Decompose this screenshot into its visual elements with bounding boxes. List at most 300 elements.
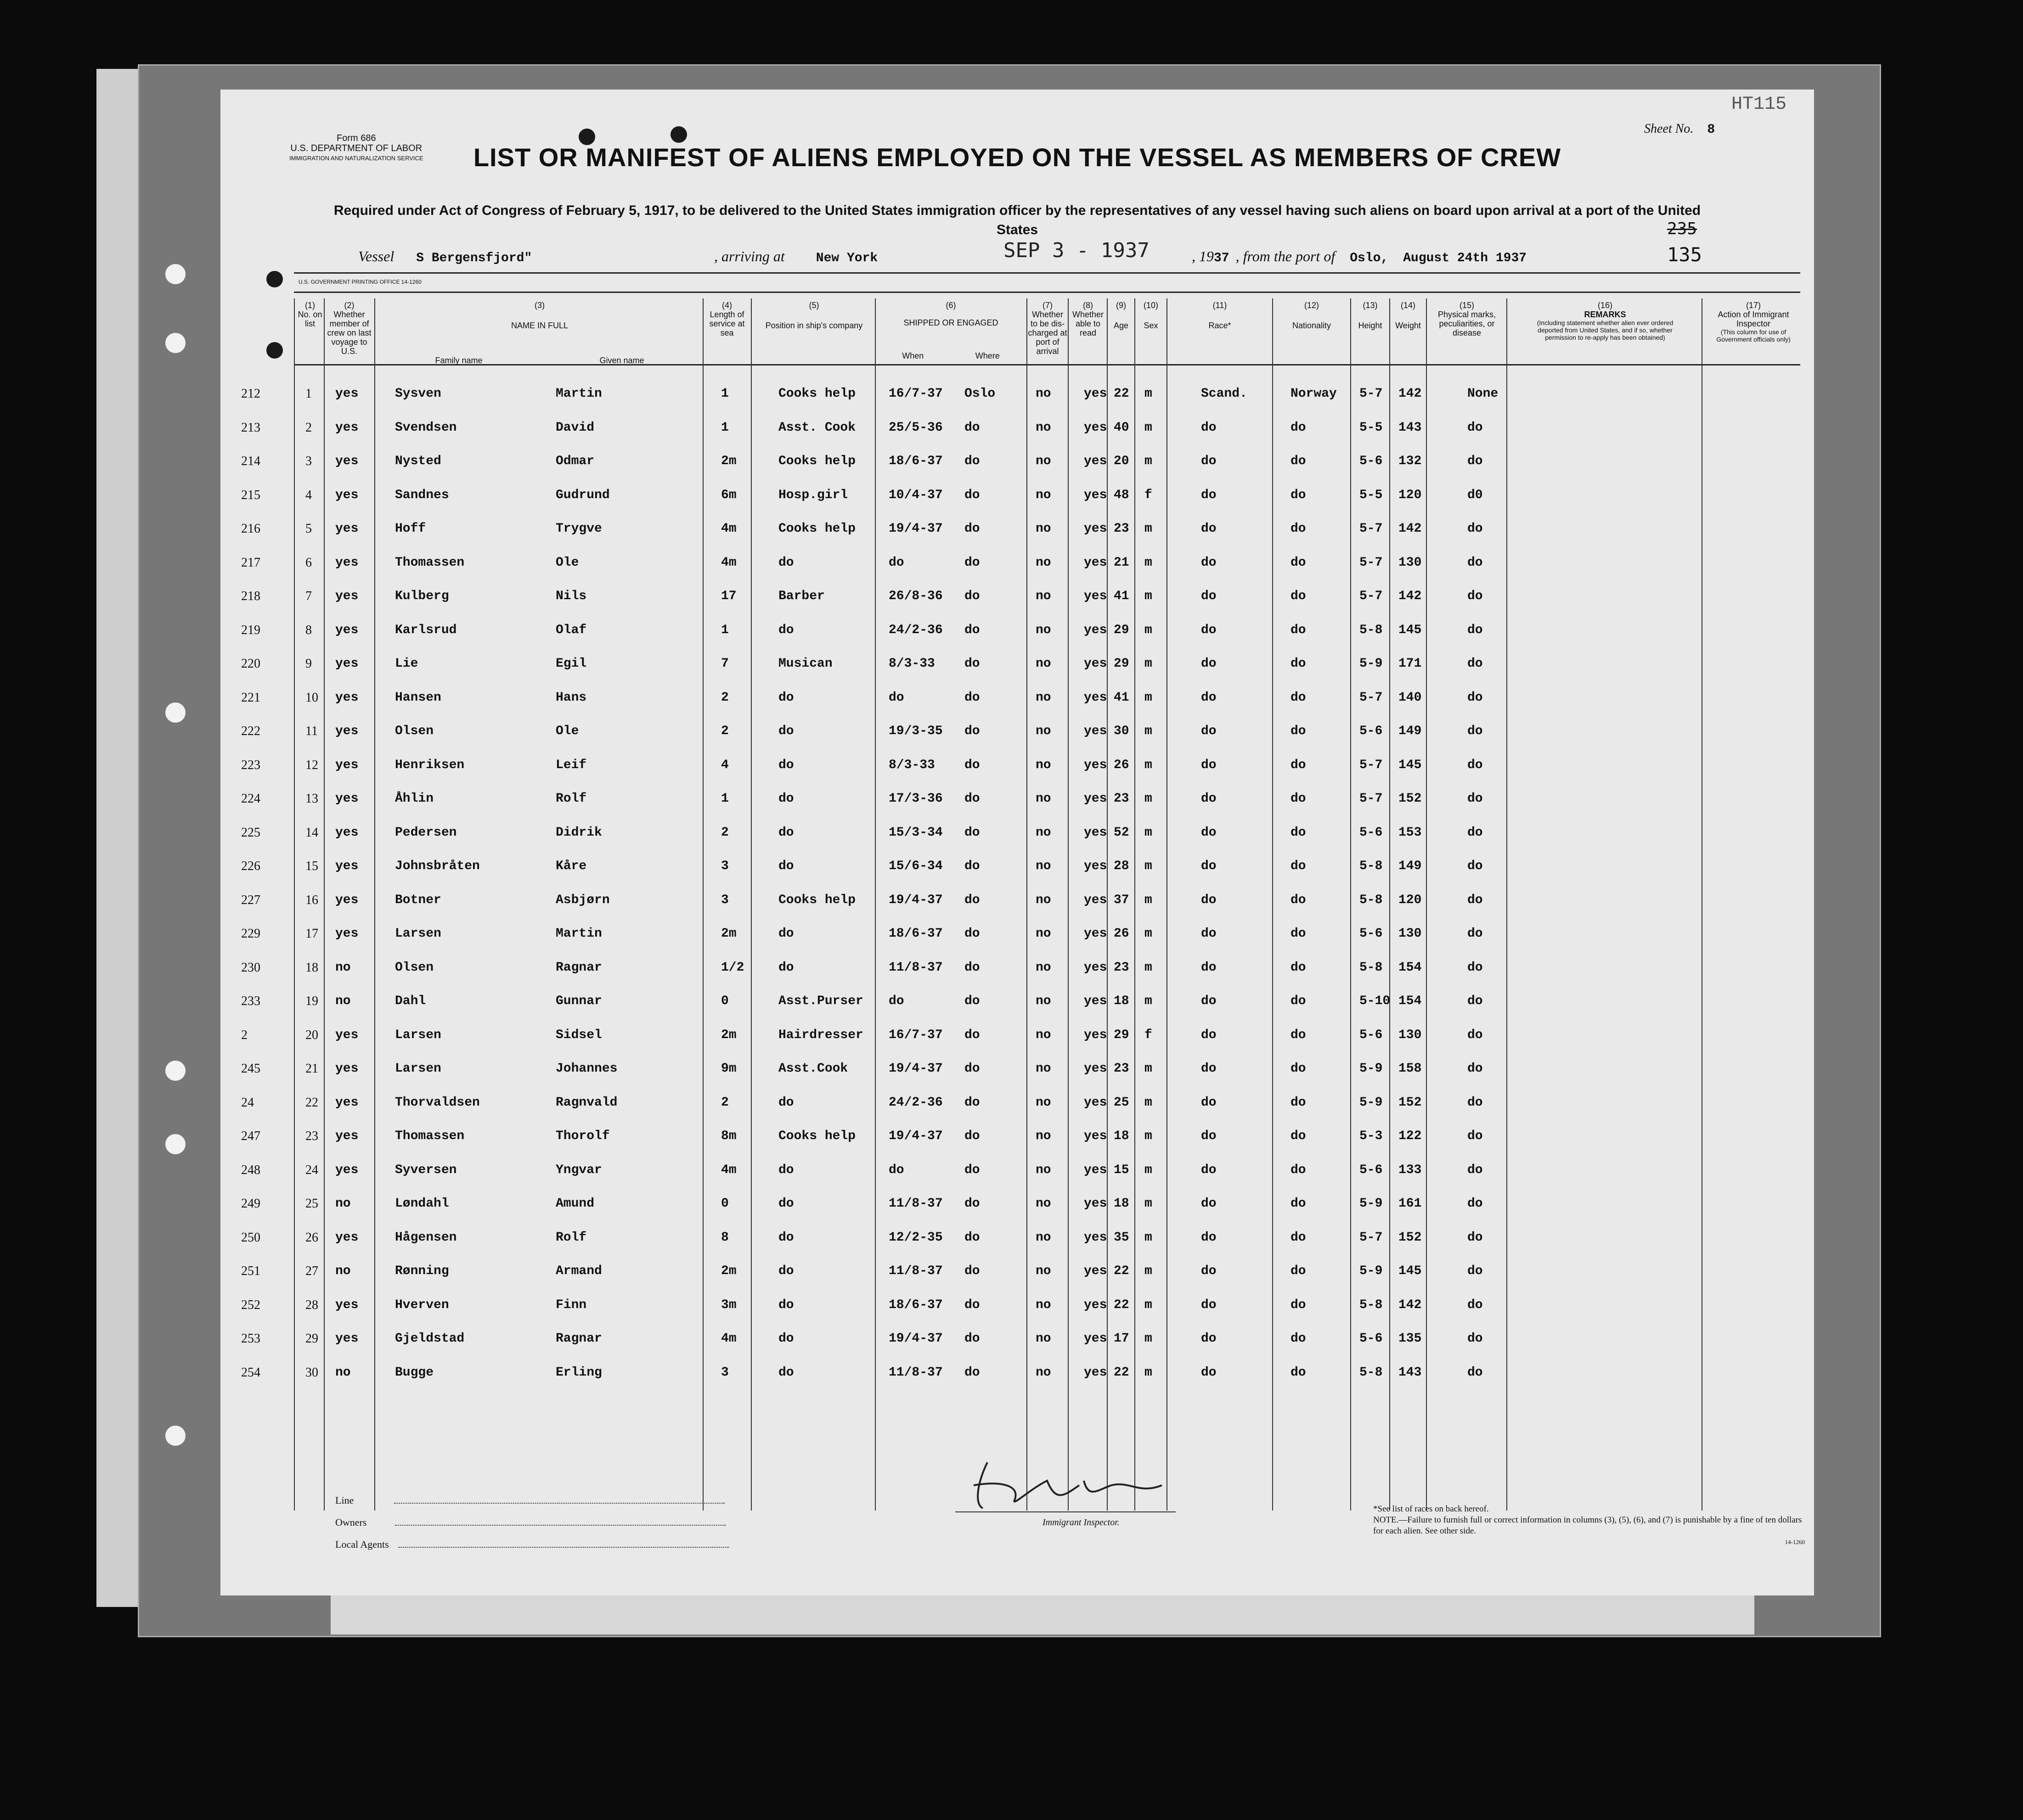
row-able-to-read: yes xyxy=(1084,657,1107,671)
agents-label: Local Agents xyxy=(335,1539,389,1550)
crossed-list-number: 235 xyxy=(1667,219,1697,238)
col-num: (14) xyxy=(1400,301,1415,310)
date-stamp: SEP 3 - 1937 xyxy=(1003,239,1150,262)
row-discharged: no xyxy=(1036,488,1051,502)
punch-hole xyxy=(266,271,283,287)
row-nationality: do xyxy=(1290,589,1306,603)
binder-hole xyxy=(165,702,186,723)
row-position: do xyxy=(778,623,794,637)
row-race: Scand. xyxy=(1201,387,1247,401)
year-value: 37 xyxy=(1214,251,1229,265)
row-discharged: no xyxy=(1036,960,1051,975)
row-discharged: no xyxy=(1036,758,1051,772)
row-sex: m xyxy=(1144,623,1152,637)
row-previous-voyage: yes xyxy=(335,1230,359,1245)
col-3-header xyxy=(377,301,703,365)
row-engaged-where: do xyxy=(964,623,980,637)
row-race: do xyxy=(1201,1028,1217,1042)
row-weight: 143 xyxy=(1398,1365,1422,1380)
agents-field xyxy=(335,1539,729,1550)
row-position: Asst. Cook xyxy=(778,420,856,435)
row-list-number: 2 xyxy=(305,420,312,435)
row-family-name: Svendsen xyxy=(395,420,457,435)
row-previous-voyage: yes xyxy=(335,387,359,401)
row-family-name: Kulberg xyxy=(395,589,449,603)
row-engaged-when: 16/7-37 xyxy=(889,387,943,401)
row-able-to-read: yes xyxy=(1084,1129,1107,1143)
col-label: Position in ship's company xyxy=(765,321,863,330)
row-able-to-read: yes xyxy=(1084,1095,1107,1110)
row-previous-voyage: yes xyxy=(335,454,359,468)
binder-hole xyxy=(165,1426,186,1446)
row-previous-voyage: yes xyxy=(335,1062,359,1076)
row-sex: m xyxy=(1144,420,1152,435)
row-length-of-service: 2 xyxy=(721,825,729,840)
row-ref-number: 230 xyxy=(241,960,260,975)
row-discharged: no xyxy=(1036,1264,1051,1278)
row-position: do xyxy=(778,724,794,738)
row-ref-number: 245 xyxy=(241,1062,260,1076)
row-age: 41 xyxy=(1114,589,1129,603)
row-physical-marks: do xyxy=(1467,589,1483,603)
row-discharged: no xyxy=(1036,792,1051,806)
row-nationality: do xyxy=(1290,690,1306,705)
row-list-number: 18 xyxy=(305,960,318,975)
row-ref-number: 254 xyxy=(241,1365,260,1380)
col-label: REMARKS xyxy=(1584,310,1626,319)
row-ref-number: 227 xyxy=(241,893,260,907)
row-family-name: Hågensen xyxy=(395,1230,457,1245)
row-physical-marks: do xyxy=(1467,893,1483,907)
row-family-name: Sysven xyxy=(395,387,441,401)
col-num: (1) xyxy=(305,301,315,310)
row-discharged: no xyxy=(1036,1331,1051,1346)
row-physical-marks: None xyxy=(1467,387,1499,401)
row-given-name: Egil xyxy=(556,657,587,671)
row-sex: m xyxy=(1144,690,1152,705)
row-race: do xyxy=(1201,994,1217,1008)
row-race: do xyxy=(1201,724,1217,738)
col-sub-given: Given name xyxy=(599,356,644,365)
row-race: do xyxy=(1201,1230,1217,1245)
row-position: do xyxy=(778,1163,794,1177)
row-discharged: no xyxy=(1036,387,1051,401)
row-weight: 143 xyxy=(1398,420,1422,435)
row-family-name: Pedersen xyxy=(395,825,457,840)
vessel-label: Vessel xyxy=(358,248,394,264)
row-position: Hosp.girl xyxy=(778,488,848,502)
row-weight: 152 xyxy=(1398,792,1422,806)
row-age: 48 xyxy=(1114,488,1129,502)
row-ref-number: 248 xyxy=(241,1163,260,1177)
row-engaged-where: do xyxy=(964,960,980,975)
col-16-header xyxy=(1509,301,1702,341)
table-row xyxy=(220,815,1814,849)
races-note: *See list of races on back hereof. xyxy=(1373,1504,1489,1514)
col-num: (8) xyxy=(1083,301,1093,310)
row-position: Asst.Cook xyxy=(778,1062,848,1076)
col-8-header xyxy=(1069,301,1107,337)
row-race: do xyxy=(1201,825,1217,840)
row-length-of-service: 0 xyxy=(721,1196,729,1211)
row-ref-number: 233 xyxy=(241,994,260,1008)
row-nationality: do xyxy=(1290,893,1306,907)
binder-hole xyxy=(165,333,186,353)
row-engaged-when: 25/5-36 xyxy=(889,420,943,435)
row-sex: m xyxy=(1144,758,1152,772)
row-list-number: 5 xyxy=(305,522,312,536)
row-sex: m xyxy=(1144,589,1152,603)
row-length-of-service: 4 xyxy=(721,758,729,772)
list-number: 135 xyxy=(1667,243,1702,266)
footer-note xyxy=(1373,1504,1805,1548)
row-length-of-service: 1 xyxy=(721,387,729,401)
row-physical-marks: do xyxy=(1467,1163,1483,1177)
row-engaged-when: 24/2-36 xyxy=(889,1095,943,1110)
row-position: do xyxy=(778,1196,794,1211)
row-sex: m xyxy=(1144,1230,1152,1245)
row-race: do xyxy=(1201,454,1217,468)
row-race: do xyxy=(1201,1298,1217,1312)
col-label: Action of Immigrant Inspector xyxy=(1718,310,1789,328)
form-number: Form 686 xyxy=(336,133,376,143)
line-field xyxy=(335,1494,725,1506)
row-age: 52 xyxy=(1114,825,1129,840)
row-able-to-read: yes xyxy=(1084,623,1107,637)
row-position: Asst.Purser xyxy=(778,994,863,1008)
row-discharged: no xyxy=(1036,1062,1051,1076)
row-ref-number: 249 xyxy=(241,1196,260,1211)
binder-hole xyxy=(165,264,186,284)
row-age: 26 xyxy=(1114,927,1129,941)
row-discharged: no xyxy=(1036,1163,1051,1177)
row-family-name: Lie xyxy=(395,657,418,671)
row-engaged-when: do xyxy=(889,555,904,570)
row-position: do xyxy=(778,927,794,941)
row-list-number: 10 xyxy=(305,690,318,705)
row-height: 5-9 xyxy=(1359,657,1383,671)
row-engaged-where: do xyxy=(964,1298,980,1312)
row-list-number: 23 xyxy=(305,1129,318,1143)
table-row xyxy=(220,1153,1814,1186)
row-physical-marks: d0 xyxy=(1467,488,1483,502)
row-engaged-when: do xyxy=(889,994,904,1008)
row-engaged-where: do xyxy=(964,792,980,806)
row-weight: 153 xyxy=(1398,825,1422,840)
row-age: 35 xyxy=(1114,1230,1129,1245)
table-row xyxy=(220,1355,1814,1389)
row-given-name: Sidsel xyxy=(556,1028,602,1042)
year-label: , 19 xyxy=(1192,248,1214,264)
row-given-name: Hans xyxy=(556,690,587,705)
row-engaged-when: 11/8-37 xyxy=(889,1196,943,1211)
sheet-number-value: 8 xyxy=(1707,123,1715,137)
row-engaged-where: do xyxy=(964,859,980,873)
row-weight: 154 xyxy=(1398,994,1422,1008)
row-nationality: do xyxy=(1290,420,1306,435)
row-sex: m xyxy=(1144,1298,1152,1312)
row-given-name: Rolf xyxy=(556,792,587,806)
row-height: 5-3 xyxy=(1359,1129,1383,1143)
row-discharged: no xyxy=(1036,1230,1051,1245)
row-race: do xyxy=(1201,690,1217,705)
table-row xyxy=(220,1220,1814,1254)
row-family-name: Johnsbråten xyxy=(395,859,480,873)
printer-line: U.S. GOVERNMENT PRINTING OFFICE 14-1260 xyxy=(299,279,422,285)
row-height: 5-6 xyxy=(1359,1331,1383,1346)
row-engaged-where: do xyxy=(964,589,980,603)
col-label: Length of service at sea xyxy=(709,310,745,337)
row-weight: 152 xyxy=(1398,1230,1422,1245)
row-weight: 142 xyxy=(1398,522,1422,536)
col-label: Whether to be dis-charged at port of arrival xyxy=(1028,310,1067,356)
row-given-name: Finn xyxy=(556,1298,587,1312)
col-label: Whether member of crew on last voyage to U.S. xyxy=(327,310,372,356)
row-engaged-when: 8/3-33 xyxy=(889,758,935,772)
col-7-header xyxy=(1027,301,1068,356)
row-sex: m xyxy=(1144,454,1152,468)
row-able-to-read: yes xyxy=(1084,690,1107,705)
row-weight: 133 xyxy=(1398,1163,1422,1177)
row-weight: 140 xyxy=(1398,690,1422,705)
row-previous-voyage: yes xyxy=(335,488,359,502)
row-age: 40 xyxy=(1114,420,1129,435)
row-list-number: 14 xyxy=(305,825,318,840)
row-age: 23 xyxy=(1114,1062,1129,1076)
row-previous-voyage: no xyxy=(335,1196,351,1211)
row-given-name: Ole xyxy=(556,724,579,738)
row-discharged: no xyxy=(1036,690,1051,705)
row-position: do xyxy=(778,1298,794,1312)
col-num: (9) xyxy=(1116,301,1126,310)
row-height: 5-8 xyxy=(1359,893,1383,907)
row-sex: m xyxy=(1144,893,1152,907)
row-age: 30 xyxy=(1114,724,1129,738)
row-nationality: do xyxy=(1290,758,1306,772)
row-age: 15 xyxy=(1114,1163,1129,1177)
row-discharged: no xyxy=(1036,1298,1051,1312)
row-given-name: Ole xyxy=(556,555,579,570)
row-able-to-read: yes xyxy=(1084,1163,1107,1177)
col-num: (15) xyxy=(1459,301,1474,310)
row-weight: 120 xyxy=(1398,488,1422,502)
row-age: 29 xyxy=(1114,623,1129,637)
row-age: 17 xyxy=(1114,1331,1129,1346)
row-race: do xyxy=(1201,589,1217,603)
row-weight: 158 xyxy=(1398,1062,1422,1076)
table-row xyxy=(220,1119,1814,1152)
row-weight: 149 xyxy=(1398,724,1422,738)
row-engaged-where: do xyxy=(964,1230,980,1245)
row-given-name: Odmar xyxy=(556,454,595,468)
row-able-to-read: yes xyxy=(1084,927,1107,941)
header-rule xyxy=(294,272,1800,274)
row-list-number: 17 xyxy=(305,927,318,941)
row-sex: m xyxy=(1144,994,1152,1008)
row-family-name: Hverven xyxy=(395,1298,449,1312)
row-nationality: do xyxy=(1290,994,1306,1008)
row-age: 26 xyxy=(1114,758,1129,772)
row-race: do xyxy=(1201,1365,1217,1380)
row-given-name: Ragnar xyxy=(556,960,602,975)
row-race: do xyxy=(1201,859,1217,873)
header-rule xyxy=(294,292,1800,293)
row-height: 5-6 xyxy=(1359,1028,1383,1042)
col-label: Sex xyxy=(1144,321,1158,330)
row-previous-voyage: yes xyxy=(335,1298,359,1312)
row-previous-voyage: yes xyxy=(335,724,359,738)
row-race: do xyxy=(1201,758,1217,772)
row-family-name: Olsen xyxy=(395,960,434,975)
manifest-sheet xyxy=(220,90,1814,1595)
row-list-number: 24 xyxy=(305,1163,318,1177)
row-engaged-when: 12/2-35 xyxy=(889,1230,943,1245)
row-list-number: 19 xyxy=(305,994,318,1008)
form-service: IMMIGRATION AND NATURALIZATION SERVICE xyxy=(289,155,423,162)
row-able-to-read: yes xyxy=(1084,589,1107,603)
row-age: 22 xyxy=(1114,1264,1129,1278)
col-label: Height xyxy=(1358,321,1382,330)
row-previous-voyage: yes xyxy=(335,1129,359,1143)
row-engaged-when: 11/8-37 xyxy=(889,1264,943,1278)
row-position: do xyxy=(778,1331,794,1346)
col-15-header xyxy=(1427,301,1506,337)
row-previous-voyage: yes xyxy=(335,522,359,536)
row-physical-marks: do xyxy=(1467,927,1483,941)
row-ref-number: 215 xyxy=(241,488,260,502)
row-length-of-service: 8m xyxy=(721,1129,737,1143)
col-label: SHIPPED OR ENGAGED xyxy=(903,318,998,327)
row-engaged-where: do xyxy=(964,1196,980,1211)
col-label: NAME IN FULL xyxy=(511,321,569,330)
row-race: do xyxy=(1201,555,1217,570)
page-subtitle: Required under Act of Congress of February 5, 1917, to be delivered to the United States immigration officer by the representatives of any vessel having such aliens on board upon arrival at a port of the United States xyxy=(333,203,1701,237)
row-sex: m xyxy=(1144,1331,1152,1346)
row-discharged: no xyxy=(1036,1028,1051,1042)
row-height: 5-6 xyxy=(1359,1163,1383,1177)
row-position: do xyxy=(778,758,794,772)
row-previous-voyage: yes xyxy=(335,758,359,772)
row-able-to-read: yes xyxy=(1084,994,1107,1008)
col-14-header xyxy=(1390,301,1426,330)
row-age: 29 xyxy=(1114,657,1129,671)
col-label: Weight xyxy=(1395,321,1421,330)
row-list-number: 7 xyxy=(305,589,312,603)
row-weight: 149 xyxy=(1398,859,1422,873)
table-row xyxy=(220,545,1814,579)
row-nationality: do xyxy=(1290,488,1306,502)
row-discharged: no xyxy=(1036,623,1051,637)
row-age: 18 xyxy=(1114,1196,1129,1211)
row-nationality: do xyxy=(1290,1230,1306,1245)
table-row xyxy=(220,511,1814,545)
row-engaged-where: do xyxy=(964,1163,980,1177)
row-ref-number: 222 xyxy=(241,724,260,738)
col-num: (4) xyxy=(722,301,732,310)
row-given-name: Rolf xyxy=(556,1230,587,1245)
row-engaged-where: do xyxy=(964,825,980,840)
row-engaged-where: do xyxy=(964,690,980,705)
row-position: do xyxy=(778,1095,794,1110)
row-given-name: Olaf xyxy=(556,623,587,637)
row-position: Cooks help xyxy=(778,893,856,907)
row-weight: 154 xyxy=(1398,960,1422,975)
row-able-to-read: yes xyxy=(1084,454,1107,468)
binder-hole xyxy=(165,1134,186,1154)
row-physical-marks: do xyxy=(1467,724,1483,738)
row-ref-number: 218 xyxy=(241,589,260,603)
row-previous-voyage: yes xyxy=(335,927,359,941)
table-row xyxy=(220,613,1814,646)
row-weight: 132 xyxy=(1398,454,1422,468)
row-race: do xyxy=(1201,1095,1217,1110)
row-nationality: do xyxy=(1290,1129,1306,1143)
row-weight: 130 xyxy=(1398,927,1422,941)
row-engaged-when: 19/4-37 xyxy=(889,1331,943,1346)
row-engaged-where: do xyxy=(964,927,980,941)
row-list-number: 9 xyxy=(305,657,312,671)
row-nationality: do xyxy=(1290,623,1306,637)
table-row xyxy=(220,410,1814,444)
row-previous-voyage: no xyxy=(335,994,351,1008)
row-given-name: Nils xyxy=(556,589,587,603)
row-weight: 145 xyxy=(1398,758,1422,772)
form-department: U.S. DEPARTMENT OF LABOR xyxy=(290,143,423,153)
row-nationality: do xyxy=(1290,522,1306,536)
inspector-signature xyxy=(946,1453,1185,1517)
row-age: 20 xyxy=(1114,454,1129,468)
row-height: 5-6 xyxy=(1359,927,1383,941)
row-sex: m xyxy=(1144,1196,1152,1211)
row-previous-voyage: yes xyxy=(335,1028,359,1042)
row-family-name: Gjeldstad xyxy=(395,1331,465,1346)
table-row xyxy=(220,1288,1814,1321)
row-position: do xyxy=(778,859,794,873)
row-ref-number: 219 xyxy=(241,623,260,637)
row-height: 5-7 xyxy=(1359,589,1383,603)
row-nationality: do xyxy=(1290,1264,1306,1278)
row-length-of-service: 2m xyxy=(721,454,737,468)
row-given-name: Johannes xyxy=(556,1062,618,1076)
row-race: do xyxy=(1201,960,1217,975)
row-physical-marks: do xyxy=(1467,1028,1483,1042)
row-list-number: 30 xyxy=(305,1365,318,1380)
row-sex: m xyxy=(1144,1095,1152,1110)
row-family-name: Thomassen xyxy=(395,555,465,570)
row-discharged: no xyxy=(1036,522,1051,536)
row-height: 5-5 xyxy=(1359,488,1383,502)
table-row xyxy=(220,1051,1814,1085)
row-height: 5-7 xyxy=(1359,758,1383,772)
row-able-to-read: yes xyxy=(1084,859,1107,873)
row-nationality: do xyxy=(1290,1365,1306,1380)
row-length-of-service: 2m xyxy=(721,1264,737,1278)
row-height: 5-8 xyxy=(1359,1365,1383,1380)
row-able-to-read: yes xyxy=(1084,387,1107,401)
row-age: 22 xyxy=(1114,1298,1129,1312)
row-race: do xyxy=(1201,420,1217,435)
row-position: do xyxy=(778,1365,794,1380)
row-length-of-service: 3 xyxy=(721,893,729,907)
row-length-of-service: 2 xyxy=(721,1095,729,1110)
row-height: 5-9 xyxy=(1359,1095,1383,1110)
owners-label: Owners xyxy=(335,1517,367,1528)
table-row xyxy=(220,1018,1814,1051)
row-position: do xyxy=(778,960,794,975)
row-sex: m xyxy=(1144,825,1152,840)
row-height: 5-5 xyxy=(1359,420,1383,435)
col-10-header xyxy=(1135,301,1166,330)
